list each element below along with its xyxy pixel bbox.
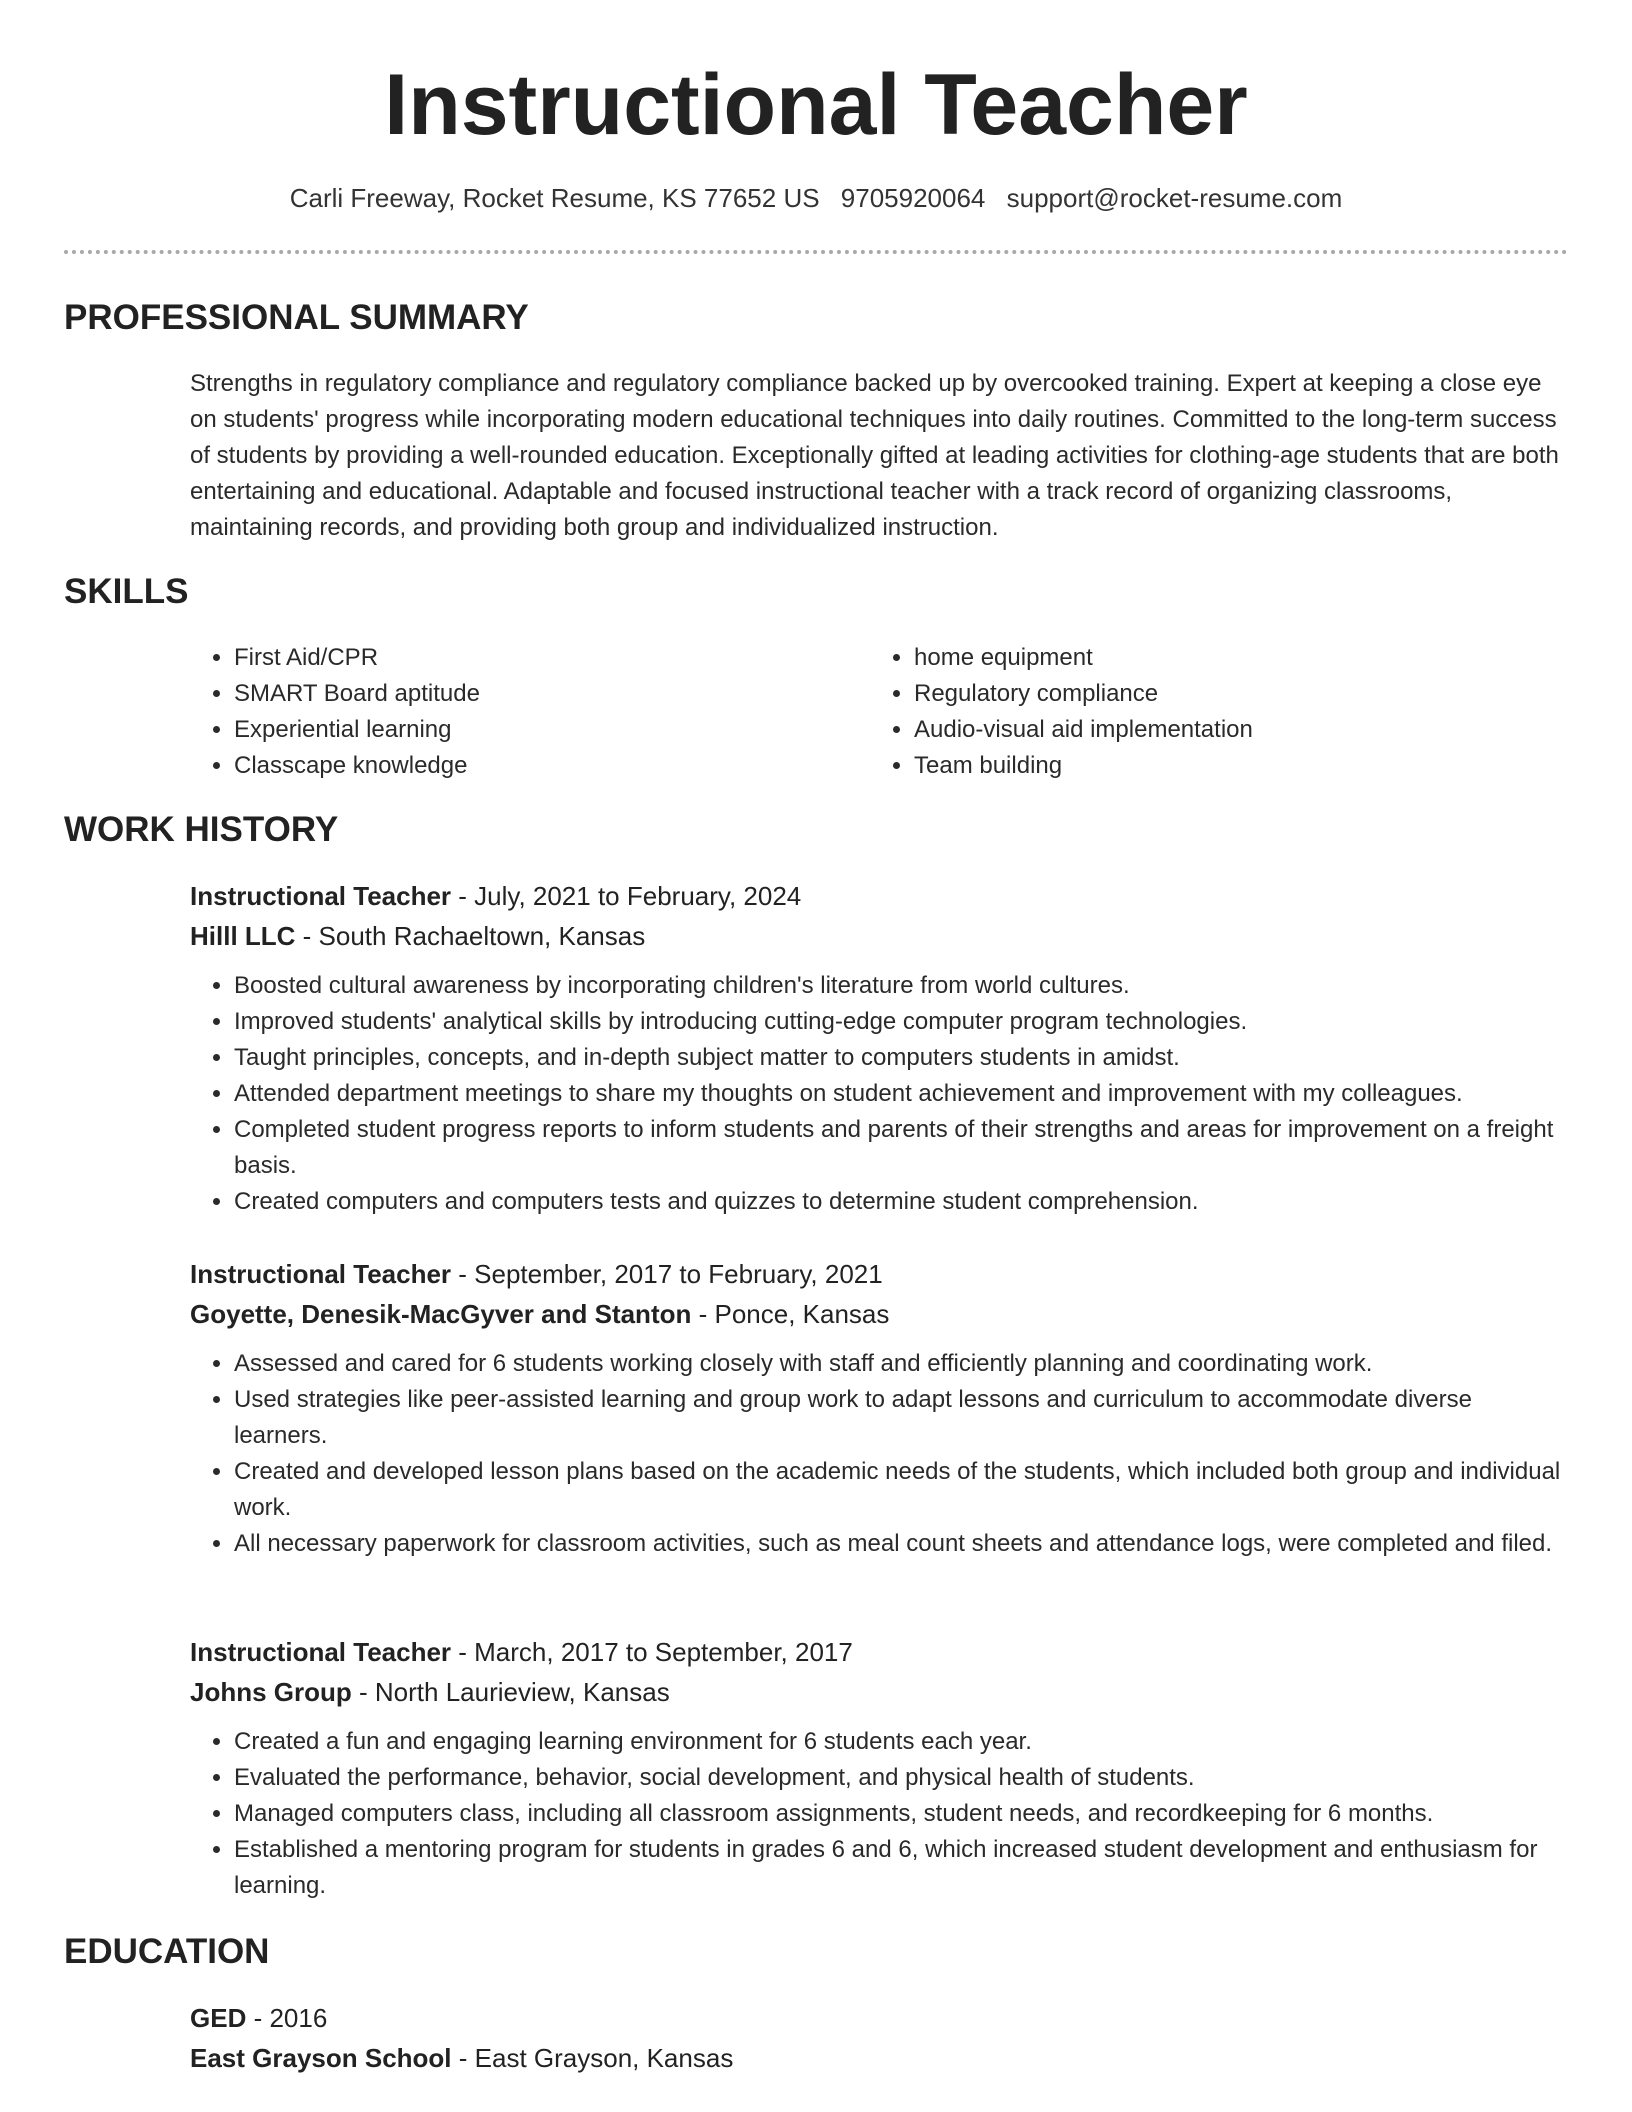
- job-entry: [190, 1254, 1570, 1562]
- job-title-line: [190, 1632, 1570, 1672]
- job-company-line: [190, 1294, 1570, 1334]
- job-company: Goyette, Denesik-MacGyver and Stanton: [190, 1299, 692, 1329]
- education-entry: [190, 1998, 1570, 2078]
- job-bullet: • Taught principles, concepts, and in-depth subject matter to computers students in amidst.: [234, 1040, 1570, 1076]
- job-company: Johns Group: [190, 1677, 352, 1707]
- header-divider: [64, 250, 1568, 254]
- job-location: - South Rachaeltown, Kansas: [295, 921, 646, 951]
- skill-item: • Experiential learning: [234, 712, 790, 748]
- education-degree-line: [190, 1998, 1570, 2038]
- job-bullet: • Created and developed lesson plans based on the academic needs of the students, which included both group and individual work.: [234, 1454, 1570, 1526]
- education-school: East Grayson School: [190, 2043, 452, 2073]
- skill-item: • home equipment: [914, 640, 1570, 676]
- job-bullet: • Created computers and computers tests and quizzes to determine student comprehension.: [234, 1184, 1570, 1220]
- job-bullet: • Evaluated the performance, behavior, social development, and physical health of students.: [234, 1760, 1570, 1796]
- resume-title: Instructional Teacher: [384, 57, 1248, 153]
- contact-line: [0, 180, 1632, 216]
- job-title-line: [190, 1254, 1570, 1294]
- contact-address: Carli Freeway, Rocket Resume, KS 77652 US: [289, 183, 820, 213]
- job-title-line: [190, 876, 1570, 916]
- job-bullets: [190, 968, 1570, 1220]
- job-company: Hilll LLC: [190, 921, 296, 951]
- job-bullet: • Assessed and cared for 6 students working closely with staff and efficiently planning and coordinating work.: [234, 1346, 1570, 1382]
- skill-item: • First Aid/CPR: [234, 640, 790, 676]
- job-bullet: • Completed student progress reports to inform students and parents of their strengths and areas for improvement on a freight basis.: [234, 1112, 1570, 1184]
- skill-item: • Classcape knowledge: [234, 748, 790, 784]
- summary-heading: PROFESSIONAL SUMMARY: [64, 298, 529, 337]
- job-dates: - September, 2017 to February, 2021: [451, 1259, 883, 1289]
- education-location: - East Grayson, Kansas: [451, 2043, 734, 2073]
- job-title: Instructional Teacher: [190, 881, 452, 911]
- education-heading: EDUCATION: [64, 1932, 270, 1971]
- summary-text: Strengths in regulatory compliance and regulatory compliance backed up by overcooked training. Expert at keeping a close eye on students' progress while incorporating modern educational techniques into daily routines. Committed to the long-term success of students by providing a well-rounded education. Exceptionally gifted at leading activities for clothing-age students that are both entertaining and educational. Adaptable and focused instructional teacher with a track record of organizing classrooms, maintaining records, and providing both group and individualized instruction.: [190, 370, 1559, 541]
- job-title: Instructional Teacher: [190, 1259, 452, 1289]
- job-bullets: [190, 1724, 1570, 1904]
- job-location: - Ponce, Kansas: [691, 1299, 890, 1329]
- skill-item: • Regulatory compliance: [914, 676, 1570, 712]
- job-entry: [190, 1632, 1570, 1904]
- job-bullet: • All necessary paperwork for classroom activities, such as meal count sheets and attendance logs, were completed and filed.: [234, 1526, 1570, 1562]
- job-title: Instructional Teacher: [190, 1637, 452, 1667]
- education-school-line: [190, 2038, 1570, 2078]
- education-degree: GED: [190, 2003, 247, 2033]
- job-dates: - March, 2017 to September, 2017: [451, 1637, 853, 1667]
- job-bullet: • Established a mentoring program for students in grades 6 and 6, which increased student development and enthusiasm for learning.: [234, 1832, 1570, 1904]
- job-bullets: [190, 1346, 1570, 1562]
- job-bullet: • Created a fun and engaging learning environment for 6 students each year.: [234, 1724, 1570, 1760]
- education-year: - 2016: [246, 2003, 328, 2033]
- skill-item: • SMART Board aptitude: [234, 676, 790, 712]
- skill-item: • Audio-visual aid implementation: [914, 712, 1570, 748]
- skills-heading: SKILLS: [64, 572, 189, 611]
- skills-right-column: [870, 640, 1570, 784]
- job-company-line: [190, 1672, 1570, 1712]
- contact-phone: 9705920064: [840, 183, 986, 213]
- job-bullet: • Managed computers class, including all classroom assignments, student needs, and recordkeeping for 6 months.: [234, 1796, 1570, 1832]
- work-history-heading: WORK HISTORY: [64, 810, 339, 849]
- job-location: - North Laurieview, Kansas: [351, 1677, 670, 1707]
- job-bullet: • Used strategies like peer-assisted learning and group work to adapt lessons and curriculum to accommodate diverse learners.: [234, 1382, 1570, 1454]
- job-bullet: • Improved students' analytical skills by introducing cutting-edge computer program technologies.: [234, 1004, 1570, 1040]
- contact-email: support@rocket-resume.com: [1006, 183, 1343, 213]
- skill-item: • Team building: [914, 748, 1570, 784]
- job-bullet: • Boosted cultural awareness by incorporating children's literature from world cultures.: [234, 968, 1570, 1004]
- job-company-line: [190, 916, 1570, 956]
- job-bullet: • Attended department meetings to share my thoughts on student achievement and improvement with my colleagues.: [234, 1076, 1570, 1112]
- job-entry: [190, 876, 1570, 1220]
- job-dates: - July, 2021 to February, 2024: [451, 881, 802, 911]
- skills-left-column: [190, 640, 790, 784]
